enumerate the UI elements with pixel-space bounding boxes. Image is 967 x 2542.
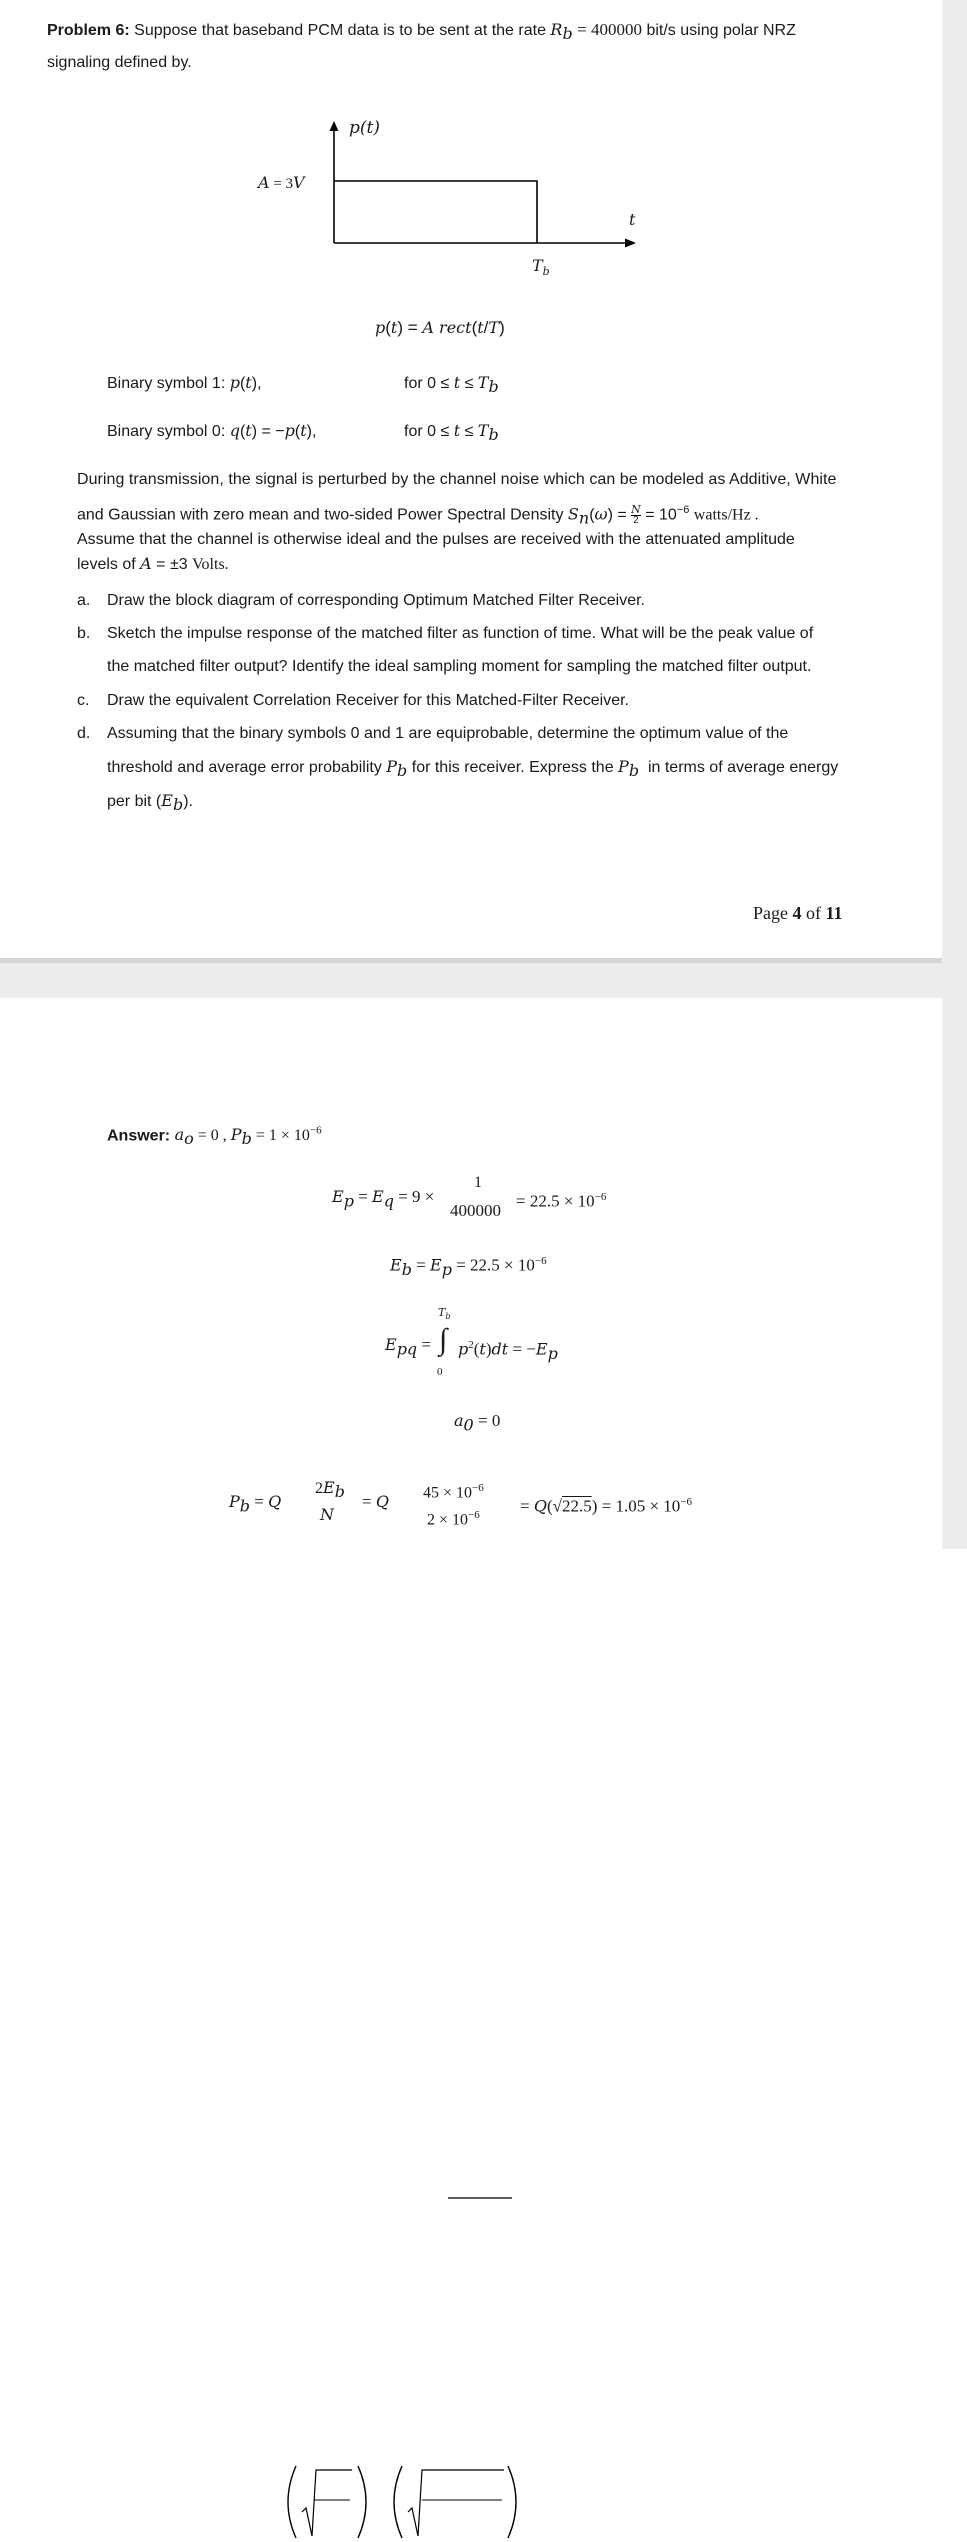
figure-x-label: t: [629, 210, 636, 229]
question-b-line2: the matched filter output? Identify the ideal sampling moment for sampling the matched filter output.: [107, 658, 812, 675]
problem-intro-text: Suppose that baseband PCM data is to be sent at the rate $R_b = 400000$ bit/s using polar NRZ: [134, 20, 796, 44]
x-axis-arrow: [625, 239, 636, 248]
viewer-background-strip: [942, 0, 967, 1549]
question-d-line2: threshold and average error probability $P_b$ for this receiver. Express the $P_b$ in terms of average energy: [107, 757, 839, 781]
problem-intro-line1: [47, 20, 796, 44]
problem-label: Problem 6:: [47, 22, 130, 39]
symbol-1-text: Binary symbol 1: p(t),: [107, 373, 262, 392]
question-a-line1: Draw the block diagram of corresponding Optimum Matched Filter Receiver.: [107, 592, 645, 609]
eq1-denominator: 400000: [450, 1201, 501, 1220]
page-gap: [0, 958, 967, 998]
symbol-0-range: for $0 \le t \le T_b$: [404, 421, 499, 445]
question-d-letter: d.: [77, 725, 91, 742]
eq5-frac2-num: $45 \times 10^{-6}$: [423, 1482, 484, 1502]
eq5-brackets-and-roots: [282, 2462, 592, 2542]
figure-y-label: p(t): [349, 118, 380, 138]
eq1-fraction-bar: [448, 2196, 518, 2200]
question-c-letter: c.: [77, 692, 90, 709]
equation-threshold: $a_0 = 0$: [454, 1411, 501, 1435]
document-page-5: [0, 998, 942, 1549]
eq5-frac1-num: $2E_b$: [315, 1478, 345, 1502]
integral-upper-limit: $T_b$: [438, 1306, 451, 1322]
symbol-1-range: for $0 \le t \le T_b$: [404, 373, 499, 397]
figure-amplitude-label: A = 3V: [258, 173, 305, 192]
eq5-lhs: $P_b = Q$: [229, 1492, 282, 1516]
eq5-result: = $Q(√22.5) = 1.05 \times 10^{-6}$: [520, 1496, 693, 1516]
eq5-frac2-den: $2 \times 10^{-6}$: [427, 1509, 480, 1529]
noise-paragraph-line2: and Gaussian with zero mean and two-sided Power Spectral Density $S_n(\omega)$ = $\frac{N}{2}$ = $10^{-6}$ watts/Hz .: [77, 502, 759, 528]
answer-label: Answer:: [107, 1127, 171, 1145]
integral-sign: ∫: [439, 1323, 448, 1356]
pulse-figure: [0, 110, 942, 410]
question-b-line1: Sketch the impulse response of the matched filter as function of time. What will be the peak value of: [107, 625, 814, 642]
footer-of-word: of: [806, 903, 821, 923]
problem-intro-line2: signaling defined by.: [47, 54, 192, 71]
answer-values: $a_o = 0$ , $P_b = 1 \times 10^{-6}$: [174, 1125, 322, 1149]
equation-energy-bit: $E_b = E_p = 22.5 \times 10^{-6}$: [390, 1255, 547, 1280]
question-c-line1: Draw the equivalent Correlation Receiver for this Matched-Filter Receiver.: [107, 692, 629, 709]
figure-caption: p(t) = A rect(t/T): [375, 318, 505, 337]
equation-energy-pulse: $E_p = E_q = 9$ ×: [332, 1187, 435, 1211]
noise-paragraph-line1: During transmission, the signal is perturbed by the channel noise which can be modeled as Additive, White: [77, 471, 837, 488]
question-a-letter: a.: [77, 592, 91, 609]
footer-page-word: Page: [753, 903, 788, 923]
figure-tb-label: $T_b$: [532, 256, 550, 279]
eq5-mid: = Q: [362, 1492, 389, 1511]
symbol-0-text: Binary symbol 0: q(t) = −p(t),: [107, 421, 317, 440]
answer-line: [107, 1121, 322, 1150]
footer-total-pages: 11: [825, 903, 843, 923]
footer-current-page: 4: [792, 903, 802, 923]
page-shadow: [0, 958, 942, 963]
eq1-result: = $22.5 \times 10^{-6}$: [516, 1191, 607, 1211]
page-footer: [753, 903, 843, 923]
equation-cross-energy-rhs: $p^2(t)dt = -E_p$: [458, 1339, 558, 1364]
question-b-letter: b.: [77, 625, 91, 642]
noise-paragraph-line3: Assume that the channel is otherwise ideal and the pulses are received with the attenuated amplitude: [77, 531, 795, 548]
document-page-4: [0, 0, 942, 958]
equation-cross-energy-lhs: $E_{pq}$ =: [385, 1335, 432, 1359]
eq1-numerator: 1: [474, 1174, 482, 1191]
noise-paragraph-line4: levels of A = ±3 Volts.: [77, 554, 229, 573]
question-d-line3: per bit $(E_b)$.: [107, 791, 193, 815]
eq5-frac1-den: N: [320, 1505, 334, 1524]
y-axis-arrow: [330, 121, 339, 131]
question-d-line1: Assuming that the binary symbols 0 and 1 are equiprobable, determine the optimum value of the: [107, 725, 789, 742]
integral-lower-limit: 0: [437, 1366, 443, 1378]
rect-pulse: [334, 181, 537, 243]
